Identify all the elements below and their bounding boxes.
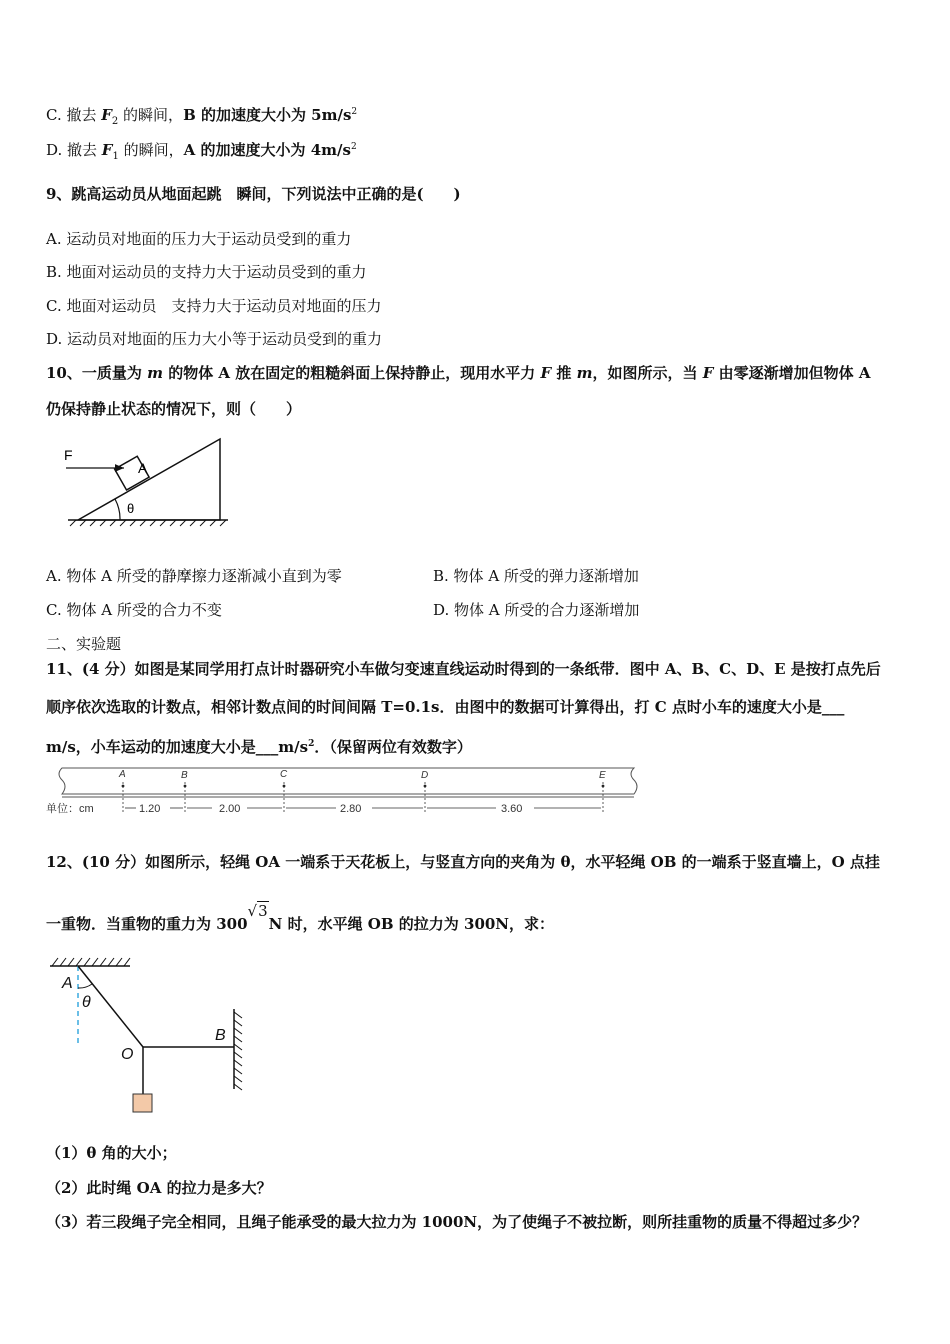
distance-label: 2.80 xyxy=(340,803,362,815)
point-label: A xyxy=(119,769,126,780)
incline-triangle xyxy=(78,439,220,520)
distance-label: 3.60 xyxy=(501,803,523,815)
q10-option-d: D. 物体 A 所受的合力逐渐增加 xyxy=(433,601,640,619)
ceiling-hatch xyxy=(52,958,130,966)
block-label: A xyxy=(138,460,148,476)
q9-stem: 9、跳高运动员从地面起跳 瞬间，下列说法中正确的是( ) xyxy=(46,185,461,203)
weight-block xyxy=(133,1094,152,1112)
q11-line3: m/s，小车运动的加速度大小是$\_\_\_m/s^2$．（保留两位有效数字） xyxy=(46,738,472,756)
distance-label: 2.00 xyxy=(219,803,241,815)
q12-sub3: （3）若三段绳子完全相同，且绳子能承受的最大拉力为 1000N，为了使绳子不被拉断，则所挂重物的质量不得超过多少？ xyxy=(46,1213,868,1231)
q8-option-c: C. 撤去 $F_2$ 的瞬间，B 的加速度大小为 $5m/s^2$ xyxy=(46,106,358,127)
q9-option-d: D. 运动员对地面的压力大小等于运动员受到的重力 xyxy=(46,330,383,348)
q10-stem: 10、一质量为 m 的物体 A 放在固定的粗糙斜面上保持静止，现用水平力 F 推 m，如图所示，当 F 由零逐渐增加但物体 A xyxy=(46,364,871,382)
q12-sub2: （2）此时绳 OA 的拉力是多大？ xyxy=(46,1179,272,1197)
q11-line1: 11、(4 分）如图是某同学用打点计时器研究小车做匀变速直线运动时得到的一条纸带．图中 A、B、C、D、E 是按打点先后 xyxy=(46,660,881,678)
force-label: F xyxy=(64,447,73,463)
q8-option-d: D. 撤去 $F_1$ 的瞬间，A 的加速度大小为 $4m/s^2$ xyxy=(46,141,357,162)
tape-strip xyxy=(59,768,637,794)
label-a: A xyxy=(62,975,73,992)
label-b: B xyxy=(215,1027,226,1044)
angle-label: θ xyxy=(127,501,135,516)
theta-arc xyxy=(78,984,92,988)
q12-line2: 一重物．当重物的重力为 300√3N 时，水平绳 OB 的拉力为 300N，求： xyxy=(46,902,555,933)
distance-label: 1.20 xyxy=(139,803,161,815)
q10-option-a: A. 物体 A 所受的静摩擦力逐渐减小直到为零 xyxy=(46,567,342,585)
q10-option-c: C. 物体 A 所受的合力不变 xyxy=(46,601,222,619)
tape-unit: 单位：cm xyxy=(46,803,94,815)
q10-option-b: B. 物体 A 所受的弹力逐渐增加 xyxy=(433,567,639,585)
var-f: F xyxy=(101,106,112,124)
var-f: F xyxy=(101,141,113,159)
paper-tape-figure xyxy=(44,764,644,818)
label-theta: θ xyxy=(82,994,91,1011)
rope-figure xyxy=(44,954,254,1116)
q9-option-c: C. 地面对运动员 支持力大于运动员对地面的压力 xyxy=(46,297,382,315)
q9-option-a: A. 运动员对地面的压力大于运动员受到的重力 xyxy=(46,230,352,248)
point-label: B xyxy=(181,770,188,781)
tape-distances xyxy=(139,803,522,815)
q12-line1: 12、(10 分）如图所示，轻绳 OA 一端系于天花板上，与竖直方向的夹角为 θ，水平轻绳 OB 的一端系于竖直墙上，O 点挂 xyxy=(46,853,880,871)
point-label: E xyxy=(599,770,606,781)
section-heading: 二、实验题 xyxy=(46,635,122,653)
label-o: O xyxy=(121,1046,134,1063)
wall-hatch xyxy=(234,1012,242,1090)
point-label: D xyxy=(421,770,429,781)
q11-line2: 顺序依次选取的计数点，相邻计数点间的时间间隔 T=0.1s．由图中的数据可计算得出，打 C 点时小车的速度大小是___ xyxy=(46,698,845,716)
q9-option-b: B. 地面对运动员的支持力大于运动员受到的重力 xyxy=(46,263,367,281)
sqrt-symbol: √3 xyxy=(247,902,268,920)
incline-figure xyxy=(58,432,238,527)
q10-stem-line2: 仍保持静止状态的情况下，则（ ） xyxy=(46,400,302,418)
point-label: C xyxy=(280,769,288,780)
q12-sub1: （1）θ 角的大小； xyxy=(46,1144,177,1162)
ground-hatch xyxy=(70,520,226,526)
angle-arc xyxy=(115,499,120,520)
